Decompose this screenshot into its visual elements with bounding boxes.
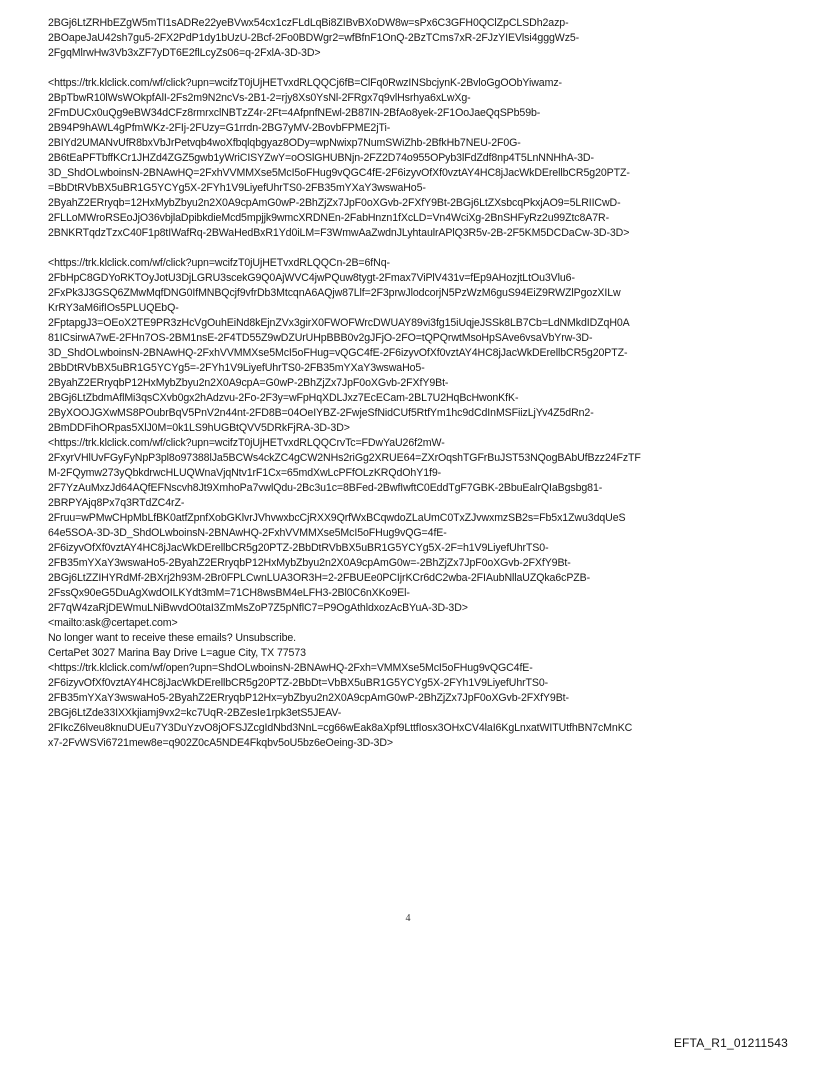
text-line: 3D_ShdOLwboinsN-2BNAwHQ=2FxhVVMMXse5McI5oFHug9vQGC4fE-2F6izyvOfXf0vztAY4HC8jJacWkDErellbCR5g20PTZ- xyxy=(48,167,630,179)
text-line: 2FptapgJ3=OEoX2TE9PR3zHcVgOuhEiNd8kEjnZVx3girX0FWOFWrcDWUAY89vi3fg15iUqjeJSSk8LB7Cb=LdNMkdIDZqH0A xyxy=(48,317,630,329)
text-line: x7-2FvWSVi6721mew8e=q902Z0cA5NDE4Fkqbv5oU5bz6eOeing-3D-3D> xyxy=(48,737,393,749)
text-line: 81ICsirwA7wE-2FHn7OS-2BM1nsE-2F4TD55Z9wDZUrUHpBBB0v2gJFjO-2FO=tQPQrwtMsoHpSAve6vsaVbYrw-3D- xyxy=(48,332,593,344)
text-line: 2Fruu=wPMwCHpMbLfBK0atfZpnfXobGKlvrJVhvwxbcCjRXX9QrfWxBCqwdoZLaUmC0TxZJvwxmzSB2s=Fb5x1Zwu3dqUeS xyxy=(48,512,626,524)
text-block-2 xyxy=(48,76,774,241)
text-line: 2ByahZ2ERryqb=12HxMybZbyu2n2X0A9cpAmG0wP-2BhZjZx7JpF0oXGvb-2FXfY9Bt-2BGj6LtZXsbcqPkxjAO9=5LRIICwD- xyxy=(48,197,621,209)
text-line: 2B6tEaPFTbffKCr1JHZd4ZGZ5gwb1yWriCISYZwY=oOSlGHUBNjn-2FZ2D74o955OPyb3lFdZdf8np4T5LnNNHhA-3D- xyxy=(48,152,594,164)
text-line: No longer want to receive these emails? Unsubscribe. xyxy=(48,632,297,644)
text-line: 2ByahZ2ERryqbP12HxMybZbyu2n2X0A9cpA=G0wP-2BhZjZx7JpF0oXGvb-2FXfY9Bt- xyxy=(48,377,449,389)
text-line: 64e5SOA-3D-3D_ShdOLwboinsN-2BNAwHQ-2FxhVVMMXse5McI5oFHug9vQG=4fE- xyxy=(48,527,447,539)
text-line: 2BIYd2UMANvUfR8bxVbJrPetvqb4woXfbqlqbgyaz8ODy=wpNwixp7NumSWiZhb-2BfkHb7NEU-2F0G- xyxy=(48,137,521,149)
text-line: 2FmDUCx0uQg9eBW34dCFz8rmrxclNBTzZ4r-2Ft=4AfpnfNEwl-2B87IN-2BfAo8yek-2F1OoJaeQqSPb59b- xyxy=(48,107,541,119)
text-line: 2FssQx90eG5DuAgXwdOILKYdt3mM=71CH8wsBM4eLFH3-2Bl0C6nXKo9El- xyxy=(48,587,410,599)
text-line: <https://trk.klclick.com/wf/click?upn=wcifzT0jUjHETvxdRLQQCj6fB=ClFq0RwzINSbcjynK-2BvloGgOObYiwamz- xyxy=(48,77,562,89)
text-line: CertaPet 3027 Marina Bay Drive L=ague City, TX 77573 xyxy=(48,647,306,659)
text-line: 2BNKRTqdzTzxC40F1p8tIWafRq-2BWaHedBxR1Yd0iLM=F3WmwAaZwdnJLyhtaulrAPlQ3R5v-2B-2F5KM5DCDaCw-3D-3D> xyxy=(48,227,630,239)
paragraph-gap xyxy=(48,241,774,256)
text-line: KrRY3aM6ifIOs5PLUQEbQ- xyxy=(48,302,179,314)
text-line: 2F6izyvOfXf0vztAY4HC8jJacWkDErellbCR5g20PTZ-2BbDtRVbBX5uBR1G5YCYg5X-2F=h1V9LiyefUhrTS0- xyxy=(48,542,549,554)
text-line: 2FB35mYXaY3wswaHo5-2ByahZ2ERryqbP12Hx=ybZbyu2n2X0A9cpAmG0wP-2BhZjZx7JpF0oXGvb-2FXfY9Bt- xyxy=(48,692,569,704)
text-line: 2FB35mYXaY3wswaHo5-2ByahZ2ERryqbP12HxMybZbyu2n2X0A9cpAmG0w=-2BhZjZx7JpF0oXGvb-2FXfY9Bt- xyxy=(48,557,571,569)
text-line: <mailto:ask@certapet.com> xyxy=(48,617,178,629)
text-line: 2BbDtRVbBX5uBR1G5YCYg5=-2FYh1V9LiyefUhrTS0-2FB35mYXaY3wswaHo5- xyxy=(48,362,425,374)
text-line: 2FbHpC8GDYoRKTOyJotU3DjLGRU3scekG9Q0AjWVC4jwPQuw8tygt-2Fmax7ViPlV431v=fEp9AHozjtLtOu3Vlu6- xyxy=(48,272,575,284)
page-number: 4 xyxy=(405,913,411,924)
text-line: 2FIkcZ6lveu8knuDUEu7Y3DuYzvO8jOFSJZcgIdNbd3NnL=cg66wEak8aXpf9LttfIosx3OHxCV4laI6KgLnxatWITUtfhBN7cMnKC xyxy=(48,722,633,734)
text-line: <https://trk.klclick.com/wf/click?upn=wcifzT0jUjHETvxdRLQQCn-2B=6fNq- xyxy=(48,257,390,269)
text-line: <https://trk.klclick.com/wf/click?upn=wcifzT0jUjHETvxdRLQQCrvTc=FDwYaU26f2mW- xyxy=(48,437,445,449)
text-line: 2F7YzAuMxzJd64AQfEFNscvh8Jt9XmhoPa7vwlQdu-2Bc3u1c=8BFed-2BwfIwftC0EddTgF7GBK-2BbuEalrQIaBgsbg81- xyxy=(48,482,603,494)
text-line: =BbDtRVbBX5uBR1G5YCYg5X-2FYh1V9LiyefUhrTS0-2FB35mYXaY3wswaHo5- xyxy=(48,182,426,194)
text-line: 2BpTbwR10lWsWOkpfAlI-2Fs2m9N2ncVs-2B1-2=rjy8Xs0YsNl-2FRgx7q9vlHsrhya6xLwXg- xyxy=(48,92,471,104)
text-block-1 xyxy=(48,16,774,61)
text-line: 2BGj6LtZRHbEZgW5mTI1sADRe22yeBVwx54cx1czFLdLqBi8ZIBvBXoDW8w=sPx6C3GFH0QClZpCLSDh2azp- xyxy=(48,17,569,29)
text-line: 2F6izyvOfXf0vztAY4HC8jJacWkDErellbCR5g20PTZ-2BbDt=VbBX5uBR1G5YCYg5X-2FYh1V9LiyefUhrTS0- xyxy=(48,677,549,689)
text-line: 2ByXOOJGXwMS8POubrBqV5PnV2n44nt-2FD8B=04OeIYBZ-2FwjeSfNidCUf5RtfYm1hc9dCdInMSFiizLjYv4Z5dRn2- xyxy=(48,407,594,419)
text-line: 2FxPk3J3GSQ6ZMwMqfDNG0IfMNBQcjf9vfrDb3MtcqnA6AQjw87Llf=2F3prwJlodcorjN5PzWzM6guS94EiZ9RWZlPgozXILw xyxy=(48,287,621,299)
text-line: 2F7qW4zaRjDEWmuLNiBwvdO0taI3ZmMsZoP7Z5pNflC7=P9OgAthldxozAcBYuA-3D-3D> xyxy=(48,602,468,614)
bates-number: EFTA_R1_01211543 xyxy=(673,1036,788,1050)
text-line: 2BGj6LtZde33IXXkjiamj9vx2=kc7UqR-2BZesIe1rpk3etS5JEAV- xyxy=(48,707,342,719)
text-line: 3D_ShdOLwboinsN-2BNAwHQ-2FxhVVMMXse5McI5oFHug=vQGC4fE-2F6izyvOfXf0vztAY4HC8jJacWkDErellbCR5g20PTZ- xyxy=(48,347,628,359)
paragraph-gap xyxy=(48,61,774,76)
text-line: 2BGj6LtZbdmAflMi3qsCXvb0gx2hAdzvu-2Fo-2F3y=wFpHqXDLJxz7EcECam-2BL7U2HqBcHwonKfK- xyxy=(48,392,519,404)
text-line: 2BGj6LtZZIHYRdMf-2BXrj2h93M-2Br0FPLCwnLUA3OR3H=2-2FBUEe0PCIjrKCr6dC2wba-2FIAubNllaUZQka6cPZB- xyxy=(48,572,591,584)
text-line: 2B94P9hAWL4gPfmWKz-2FIj-2FUzy=G1rrdn-2BG7yMV-2BovbFPME2jTi- xyxy=(48,122,391,134)
email-body xyxy=(48,16,774,751)
text-line: 2BOapeJaU42sh7gu5-2FX2PdP1dy1bUzU-2Bcf-2Fo0BDWgr2=wfBfnF1OnQ-2BzTCms7xR-2FJzYIEVlsi4gggWz5- xyxy=(48,32,580,44)
text-line: <https://trk.klclick.com/wf/open?upn=ShdOLwboinsN-2BNAwHQ-2Fxh=VMMXse5McI5oFHug9vQGC4fE- xyxy=(48,662,533,674)
text-line: 2FxyrVHlUvFGyFyNpP3pl8o97388lJa5BCWs4ckZC4gCW2NHs2riGg2XRUE64=ZXrOqshTGFrBuJST53NQogBAbUfBzz24FzTF xyxy=(48,452,641,464)
text-line: 2BmDDFihORpas5XlJ0M=0k1LS9hUGBtQVV5DRkFjRA-3D-3D> xyxy=(48,422,350,434)
text-line: 2BRPYAjq8Px7q3RTdZC4rZ- xyxy=(48,497,185,509)
text-block-3 xyxy=(48,256,774,751)
text-line: 2FLLoMWroRSEoJjO36vbjlaDpibkdieMcd5mpjjk9wmcXRDNEn-2FabHnzn1fXcLD=Vn4WciXg-2BnSHFyRz2u99Ztc8A7R- xyxy=(48,212,610,224)
text-line: 2FgqMlrwHw3Vb3xZF7yDT6E2flLcyZs06=q-2FxlA-3D-3D> xyxy=(48,47,321,59)
text-line: M-2FQymw273yQbkdrwcHLUQWnaVjqNtv1rF1Cx=65mdXwLcPFfOLzKRQdOhY1f9- xyxy=(48,467,442,479)
